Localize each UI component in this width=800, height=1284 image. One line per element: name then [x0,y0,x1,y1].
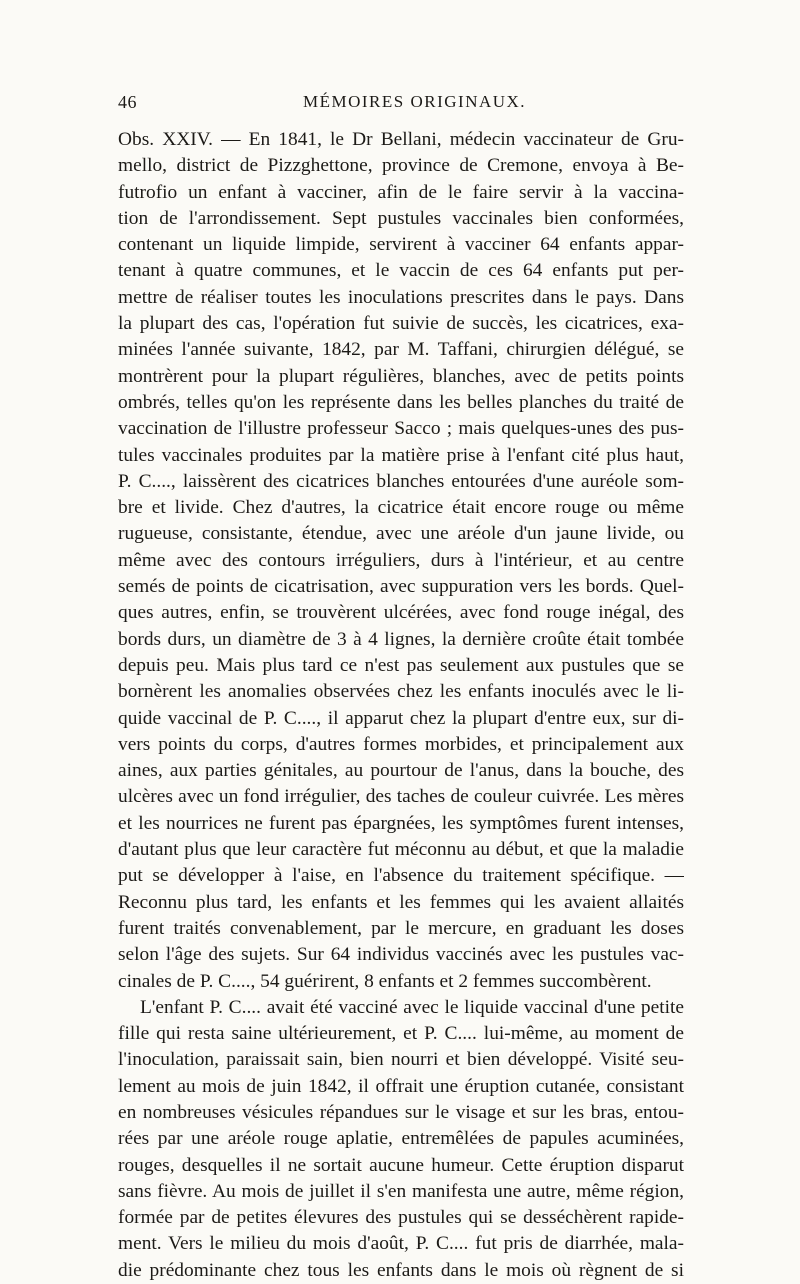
text-line: l'inoculation, paraissait sain, bien nourri et bien développé. Visité seu- [118,1049,684,1071]
text-line: bords durs, un diamètre de 3 à 4 lignes, la dernière croûte était tombée [118,628,684,650]
text-line: ombrés, telles qu'on les représente dans les belles planches du traité de [118,391,684,413]
text-line: die prédominante chez tous les enfants dans le mois où règnent de si [118,1259,684,1281]
text-line: L'enfant P. C.... avait été vacciné avec le liquide vaccinal d'une petite [140,996,684,1018]
text-line: put se développer à l'aise, en l'absence du traitement spécifique. — [118,865,684,887]
text-line: depuis peu. Mais plus tard ce n'est pas seulement aux pustules que se [118,654,684,676]
text-line: bre et livide. Chez d'autres, la cicatrice était encore rouge ou même [118,497,684,519]
text-line: fille qui resta saine ultérieurement, et P. C.... lui-même, au moment de [118,1023,684,1045]
page-number: 46 [118,92,137,112]
text-line: ques autres, enfin, se trouvèrent ulcérées, avec fond rouge inégal, des [118,602,684,624]
text-line: montrèrent pour la plupart régulières, blanches, avec de petits points [118,365,684,387]
text-line: P. C...., laissèrent des cicatrices blanches entourées d'une auréole som- [118,470,684,492]
text-line: Reconnu plus tard, les enfants et les femmes qui les avaient allaités [118,891,684,913]
text-line: contenant un liquide limpide, servirent à vacciner 64 enfants appar- [118,234,684,256]
text-line: tenant à quatre communes, et le vaccin de ces 64 enfants put per- [118,260,684,282]
text-line: tules vaccinales produites par la matière prise à l'enfant cité plus haut, [118,444,684,466]
text-line: cinales de P. C...., 54 guérirent, 8 enfants et 2 femmes succombèrent. [118,970,652,992]
text-line: en nombreuses vésicules répandues sur le visage et sur les bras, entou- [118,1101,684,1123]
text-line: la plupart des cas, l'opération fut suivie de succès, les cicatrices, exa- [118,313,684,335]
text-line: même avec des contours irréguliers, durs à l'intérieur, et au centre [118,549,684,571]
body-text [118,127,684,1284]
text-line: futrofio un enfant à vacciner, afin de le faire servir à la vaccina- [118,181,684,203]
text-line: mettre de réaliser toutes les inoculations prescrites dans le pays. Dans [118,286,684,308]
text-line: vers points du corps, d'autres formes morbides, et principalement aux [118,733,684,755]
page-header [118,92,688,122]
text-line: selon l'âge des sujets. Sur 64 individus vaccinés avec les pustules vac- [118,944,684,966]
text-line: rées par une aréole rouge aplatie, entremêlées de papules acuminées, [118,1128,684,1150]
text-line: ment. Vers le milieu du mois d'août, P. C.... fut pris de diarrhée, mala- [118,1233,684,1255]
text-line: d'autant plus que leur caractère fut méconnu au début, et que la maladie [118,839,684,861]
running-head: MÉMOIRES ORIGINAUX. [303,92,527,111]
text-line: quide vaccinal de P. C...., il apparut chez la plupart d'entre eux, sur di- [118,707,684,729]
text-line: sans fièvre. Au mois de juillet il s'en manifesta une autre, même région, [118,1180,684,1202]
text-line: formée par de petites élevures des pustules qui se desséchèrent rapide- [118,1207,684,1229]
text-line: mello, district de Pizzghettone, province de Cremone, envoya à Be- [118,155,684,177]
text-line: rugueuse, consistante, étendue, avec une aréole d'un jaune livide, ou [118,523,684,545]
text-line: vaccination de l'illustre professeur Sacco ; mais quelques-unes des pus- [118,418,684,440]
text-line: aines, aux parties génitales, au pourtour de l'anus, dans la bouche, des [118,760,684,782]
text-line: Obs. XXIV. — En 1841, le Dr Bellani, médecin vaccinateur de Gru- [118,129,684,150]
text-line: ulcères avec un fond irrégulier, des taches de couleur cuivrée. Les mères [118,786,684,808]
text-line: lement au mois de juin 1842, il offrait une éruption cutanée, consistant [118,1075,684,1097]
text-line: minées l'année suivante, 1842, par M. Taffani, chirurgien délégué, se [118,339,684,361]
text-line: furent traités convenablement, par le mercure, en graduant les doses [118,917,684,939]
text-line: bornèrent les anomalies observées chez les enfants inoculés avec le li- [118,681,684,703]
text-line: rouges, desquelles il ne sortait aucune humeur. Cette éruption disparut [118,1154,684,1176]
text-line: tion de l'arrondissement. Sept pustules vaccinales bien conformées, [118,207,684,229]
text-line: semés de points de cicatrisation, avec suppuration vers les bords. Quel- [118,576,684,598]
text-line: et les nourrices ne furent pas épargnées, les symptômes furent intenses, [118,812,684,834]
